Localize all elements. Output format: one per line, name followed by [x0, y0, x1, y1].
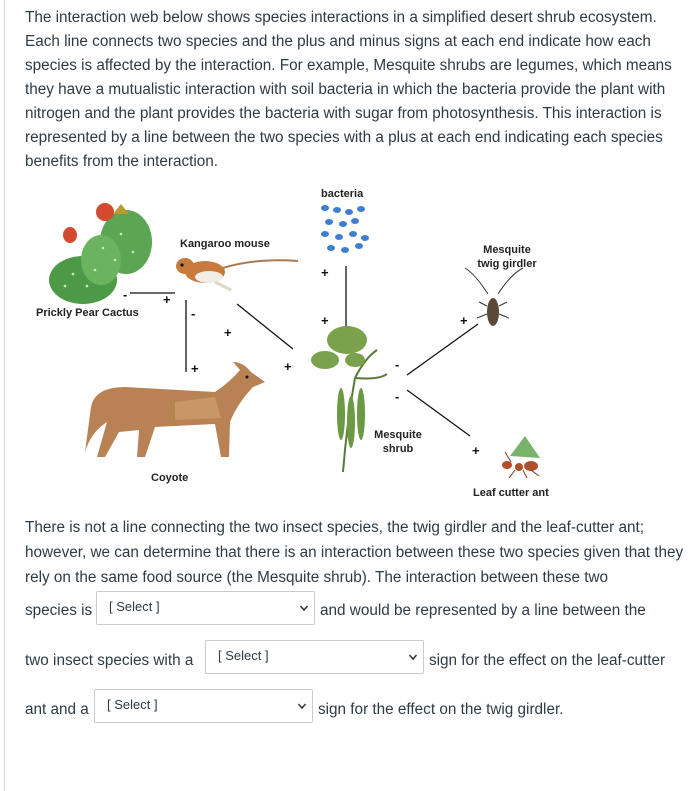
- line-mesquite-girdler: [407, 324, 478, 375]
- interaction-web: [25, 182, 685, 502]
- leaf-cutter-sign-select-value: [ Select ]: [218, 648, 269, 663]
- sign-mouse-coyote-side: -: [191, 306, 196, 321]
- cactus-illustration: [49, 203, 152, 304]
- line2-prefix: two insect species with a: [25, 652, 194, 669]
- sign-bacteria-side: +: [321, 265, 329, 280]
- kangaroo-mouse-illustration: [176, 258, 298, 290]
- chevron-down-icon: [409, 653, 417, 661]
- label-bacteria: bacteria: [321, 188, 364, 200]
- intro-paragraph: The interaction web below shows species interactions in a simplified desert shrub ecosystem. Each line connects two species and the plus and minus signs at each end indicate how each species is affected by the interaction. For example, Mesquite shrubs are legumes, which means they have a mutualistic interaction with soil bacteria in which the bacteria provide the plant with nitrogen and the plant provides the bacteria with sugar from photosynthesis. This interaction is represented by a line between the two species with a plus at each end indicating each species benefits from the interaction.: [25, 9, 672, 170]
- line-mouse-mesquite: [237, 304, 293, 349]
- leaf-cutter-sign-select[interactable]: [205, 640, 424, 674]
- interaction-type-select[interactable]: [96, 591, 315, 625]
- sign-coyote-mouse-side: +: [191, 361, 199, 376]
- label-leaf-cutter-ant: Leaf cutter ant: [473, 487, 549, 499]
- chevron-down-icon: [300, 604, 308, 612]
- sign-girdler-side: +: [460, 313, 468, 328]
- twig-girdler-sign-select[interactable]: [94, 689, 313, 723]
- line3-suffix: sign for the effect on the twig girdler.: [318, 701, 564, 718]
- line2-suffix: sign for the effect on the leaf-cutter: [429, 652, 666, 669]
- label-mesquite-shrub: Mesquite shrub: [374, 429, 422, 455]
- sign-ant-side: +: [472, 443, 480, 458]
- sign-cactus-side: -: [123, 287, 128, 302]
- sign-mouse-mesquite-side: +: [224, 325, 232, 340]
- leaf-cutter-ant-illustration: [502, 436, 540, 478]
- line1-suffix: and would be represented by a line between the: [320, 602, 646, 619]
- line1-prefix: species is: [25, 602, 93, 619]
- label-kangaroo-mouse: Kangaroo mouse: [180, 238, 270, 250]
- sign-mesquite-bacteria-side: +: [321, 313, 329, 328]
- chevron-down-icon: [298, 702, 306, 710]
- bacteria-illustration: [321, 205, 369, 253]
- twig-girdler-sign-select-value: [ Select ]: [107, 697, 158, 712]
- sign-mesquite-girdler-side: -: [395, 357, 400, 372]
- line3-prefix: ant and a: [25, 701, 89, 718]
- label-coyote: Coyote: [151, 472, 189, 484]
- left-border: [4, 0, 5, 791]
- label-prickly-pear-cactus: Prickly Pear Cactus: [36, 307, 139, 319]
- interaction-type-select-value: [ Select ]: [109, 599, 160, 614]
- question-paragraph: There is not a line connecting the two insect species, the twig girdler and the leaf-cutter ant; however, we can determine that there is an interaction between these two species given that they rely on the same food source (the Mesquite shrub). The interaction between these two: [25, 519, 684, 586]
- sign-mouse-cactus-side: +: [163, 292, 171, 307]
- sign-mesquite-ant-side: -: [395, 389, 400, 404]
- interaction-web-drawing: [25, 182, 685, 502]
- label-twig-girdler: Mesquite twig girdler: [477, 244, 537, 270]
- twig-girdler-illustration: [465, 268, 523, 326]
- coyote-illustration: [85, 362, 265, 457]
- sign-mesquite-mouse-side: +: [284, 359, 292, 374]
